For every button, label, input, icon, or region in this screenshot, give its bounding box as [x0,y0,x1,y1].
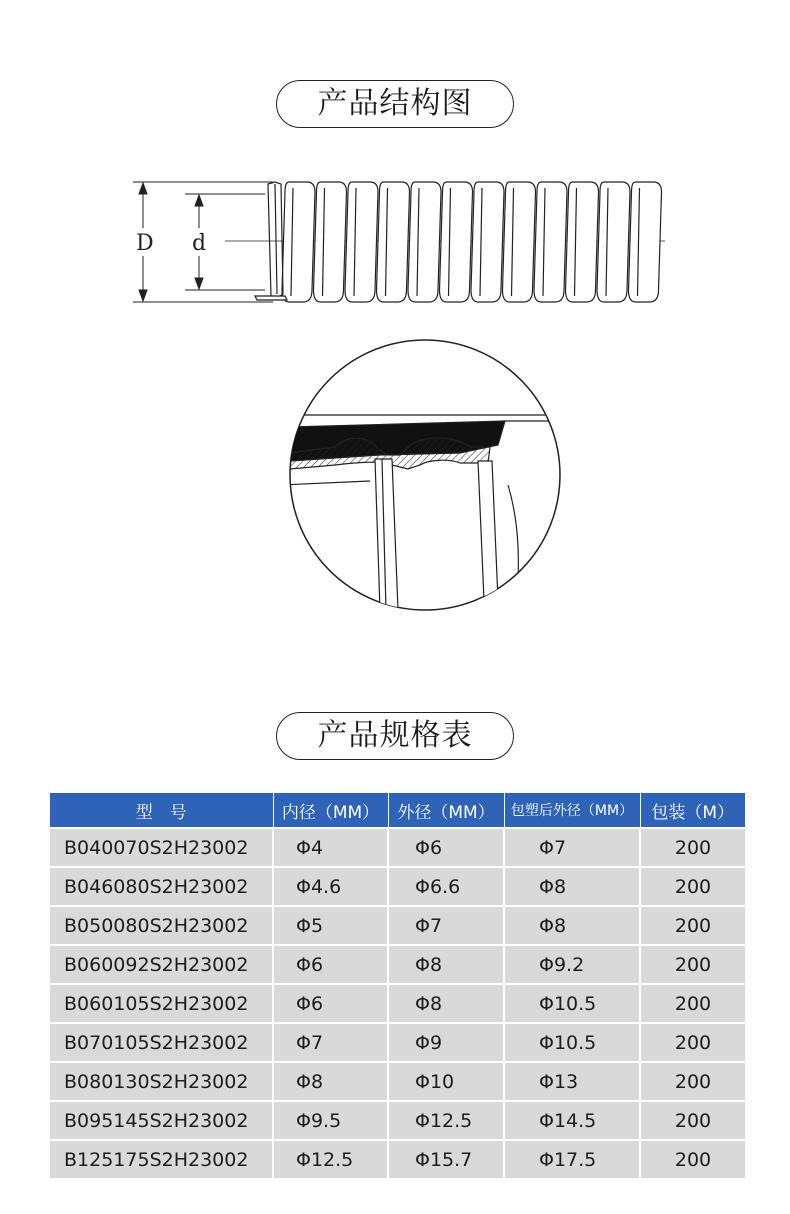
cell-outer-diameter: Φ9 [388,1023,504,1062]
cell-packaging: 200 [640,1101,745,1140]
cell-model: B125175S2H23002 [50,1140,273,1178]
header-inner-diameter: 内径（MM） [273,793,388,828]
cell-inner-diameter: Φ7 [273,1023,388,1062]
cell-coated-outer-diameter: Φ10.5 [504,984,640,1023]
cell-packaging: 200 [640,1140,745,1178]
cell-outer-diameter: Φ15.7 [388,1140,504,1178]
hose-coil [566,182,599,302]
cell-packaging: 200 [640,906,745,945]
cell-outer-diameter: Φ12.5 [388,1101,504,1140]
spec-table-row [50,906,745,945]
hose-coil [282,182,315,302]
cell-packaging: 200 [640,1023,745,1062]
cell-model: B040070S2H23002 [50,828,273,867]
cell-model: B080130S2H23002 [50,1062,273,1101]
spec-table-row [50,1140,745,1178]
cell-inner-diameter: Φ6 [273,984,388,1023]
spec-table-row [50,867,745,906]
hose-coil [503,182,536,302]
cell-model: B046080S2H23002 [50,867,273,906]
spec-section-title: 产品规格表 [276,712,514,760]
cell-inner-diameter: Φ8 [273,1062,388,1101]
cell-inner-diameter: Φ6 [273,945,388,984]
hose-coil [597,182,630,302]
cell-inner-diameter: Φ12.5 [273,1140,388,1178]
cell-outer-diameter: Φ6.6 [388,867,504,906]
cell-outer-diameter: Φ6 [388,828,504,867]
header-packaging: 包装（M） [640,793,745,828]
cell-model: B060092S2H23002 [50,945,273,984]
structure-section-title: 产品结构图 [276,80,514,128]
cell-model: B050080S2H23002 [50,906,273,945]
spec-table [50,793,745,1178]
spec-table-row [50,945,745,984]
hose-coil [314,182,347,302]
cell-coated-outer-diameter: Φ7 [504,828,640,867]
hose-coil [534,182,567,302]
cell-packaging: 200 [640,984,745,1023]
hose-coil [471,182,504,302]
outer-diameter-label: D [136,231,154,256]
header-outer-diameter: 外径（MM） [388,793,504,828]
cell-coated-outer-diameter: Φ9.2 [504,945,640,984]
hose-structure-diagram [125,170,670,310]
cell-inner-diameter: Φ4 [273,828,388,867]
cell-inner-diameter: Φ9.5 [273,1101,388,1140]
cell-coated-outer-diameter: Φ10.5 [504,1023,640,1062]
cell-inner-diameter: Φ4.6 [273,867,388,906]
spec-table-row [50,984,745,1023]
detail-circle [290,340,560,610]
cell-model: B095145S2H23002 [50,1101,273,1140]
header-model: 型 号 [50,793,273,828]
cell-packaging: 200 [640,1062,745,1101]
hose-coil [440,182,473,302]
hose-coil [345,182,378,302]
spec-table-header-row [50,793,745,828]
cell-outer-diameter: Φ7 [388,906,504,945]
cell-packaging: 200 [640,867,745,906]
cell-outer-diameter: Φ8 [388,945,504,984]
hose-coil [629,182,662,302]
inner-diameter-label: d [192,231,207,256]
cell-coated-outer-diameter: Φ14.5 [504,1101,640,1140]
cell-model: B060105S2H23002 [50,984,273,1023]
cell-coated-outer-diameter: Φ13 [504,1062,640,1101]
cross-section-detail-diagram [280,335,570,615]
hose-coil [377,182,410,302]
spec-table-row [50,1101,745,1140]
cell-coated-outer-diameter: Φ8 [504,906,640,945]
spec-table-row [50,1023,745,1062]
spec-table-row [50,1062,745,1101]
spec-table-row [50,828,745,867]
cell-coated-outer-diameter: Φ17.5 [504,1140,640,1178]
cell-inner-diameter: Φ5 [273,906,388,945]
header-coated-outer-diameter: 包塑后外径（MM） [504,793,640,828]
hose-coils [282,182,662,302]
cell-packaging: 200 [640,828,745,867]
hose-coil [408,182,441,302]
cell-outer-diameter: Φ10 [388,1062,504,1101]
cell-outer-diameter: Φ8 [388,984,504,1023]
cell-coated-outer-diameter: Φ8 [504,867,640,906]
cell-packaging: 200 [640,945,745,984]
cell-model: B070105S2H23002 [50,1023,273,1062]
